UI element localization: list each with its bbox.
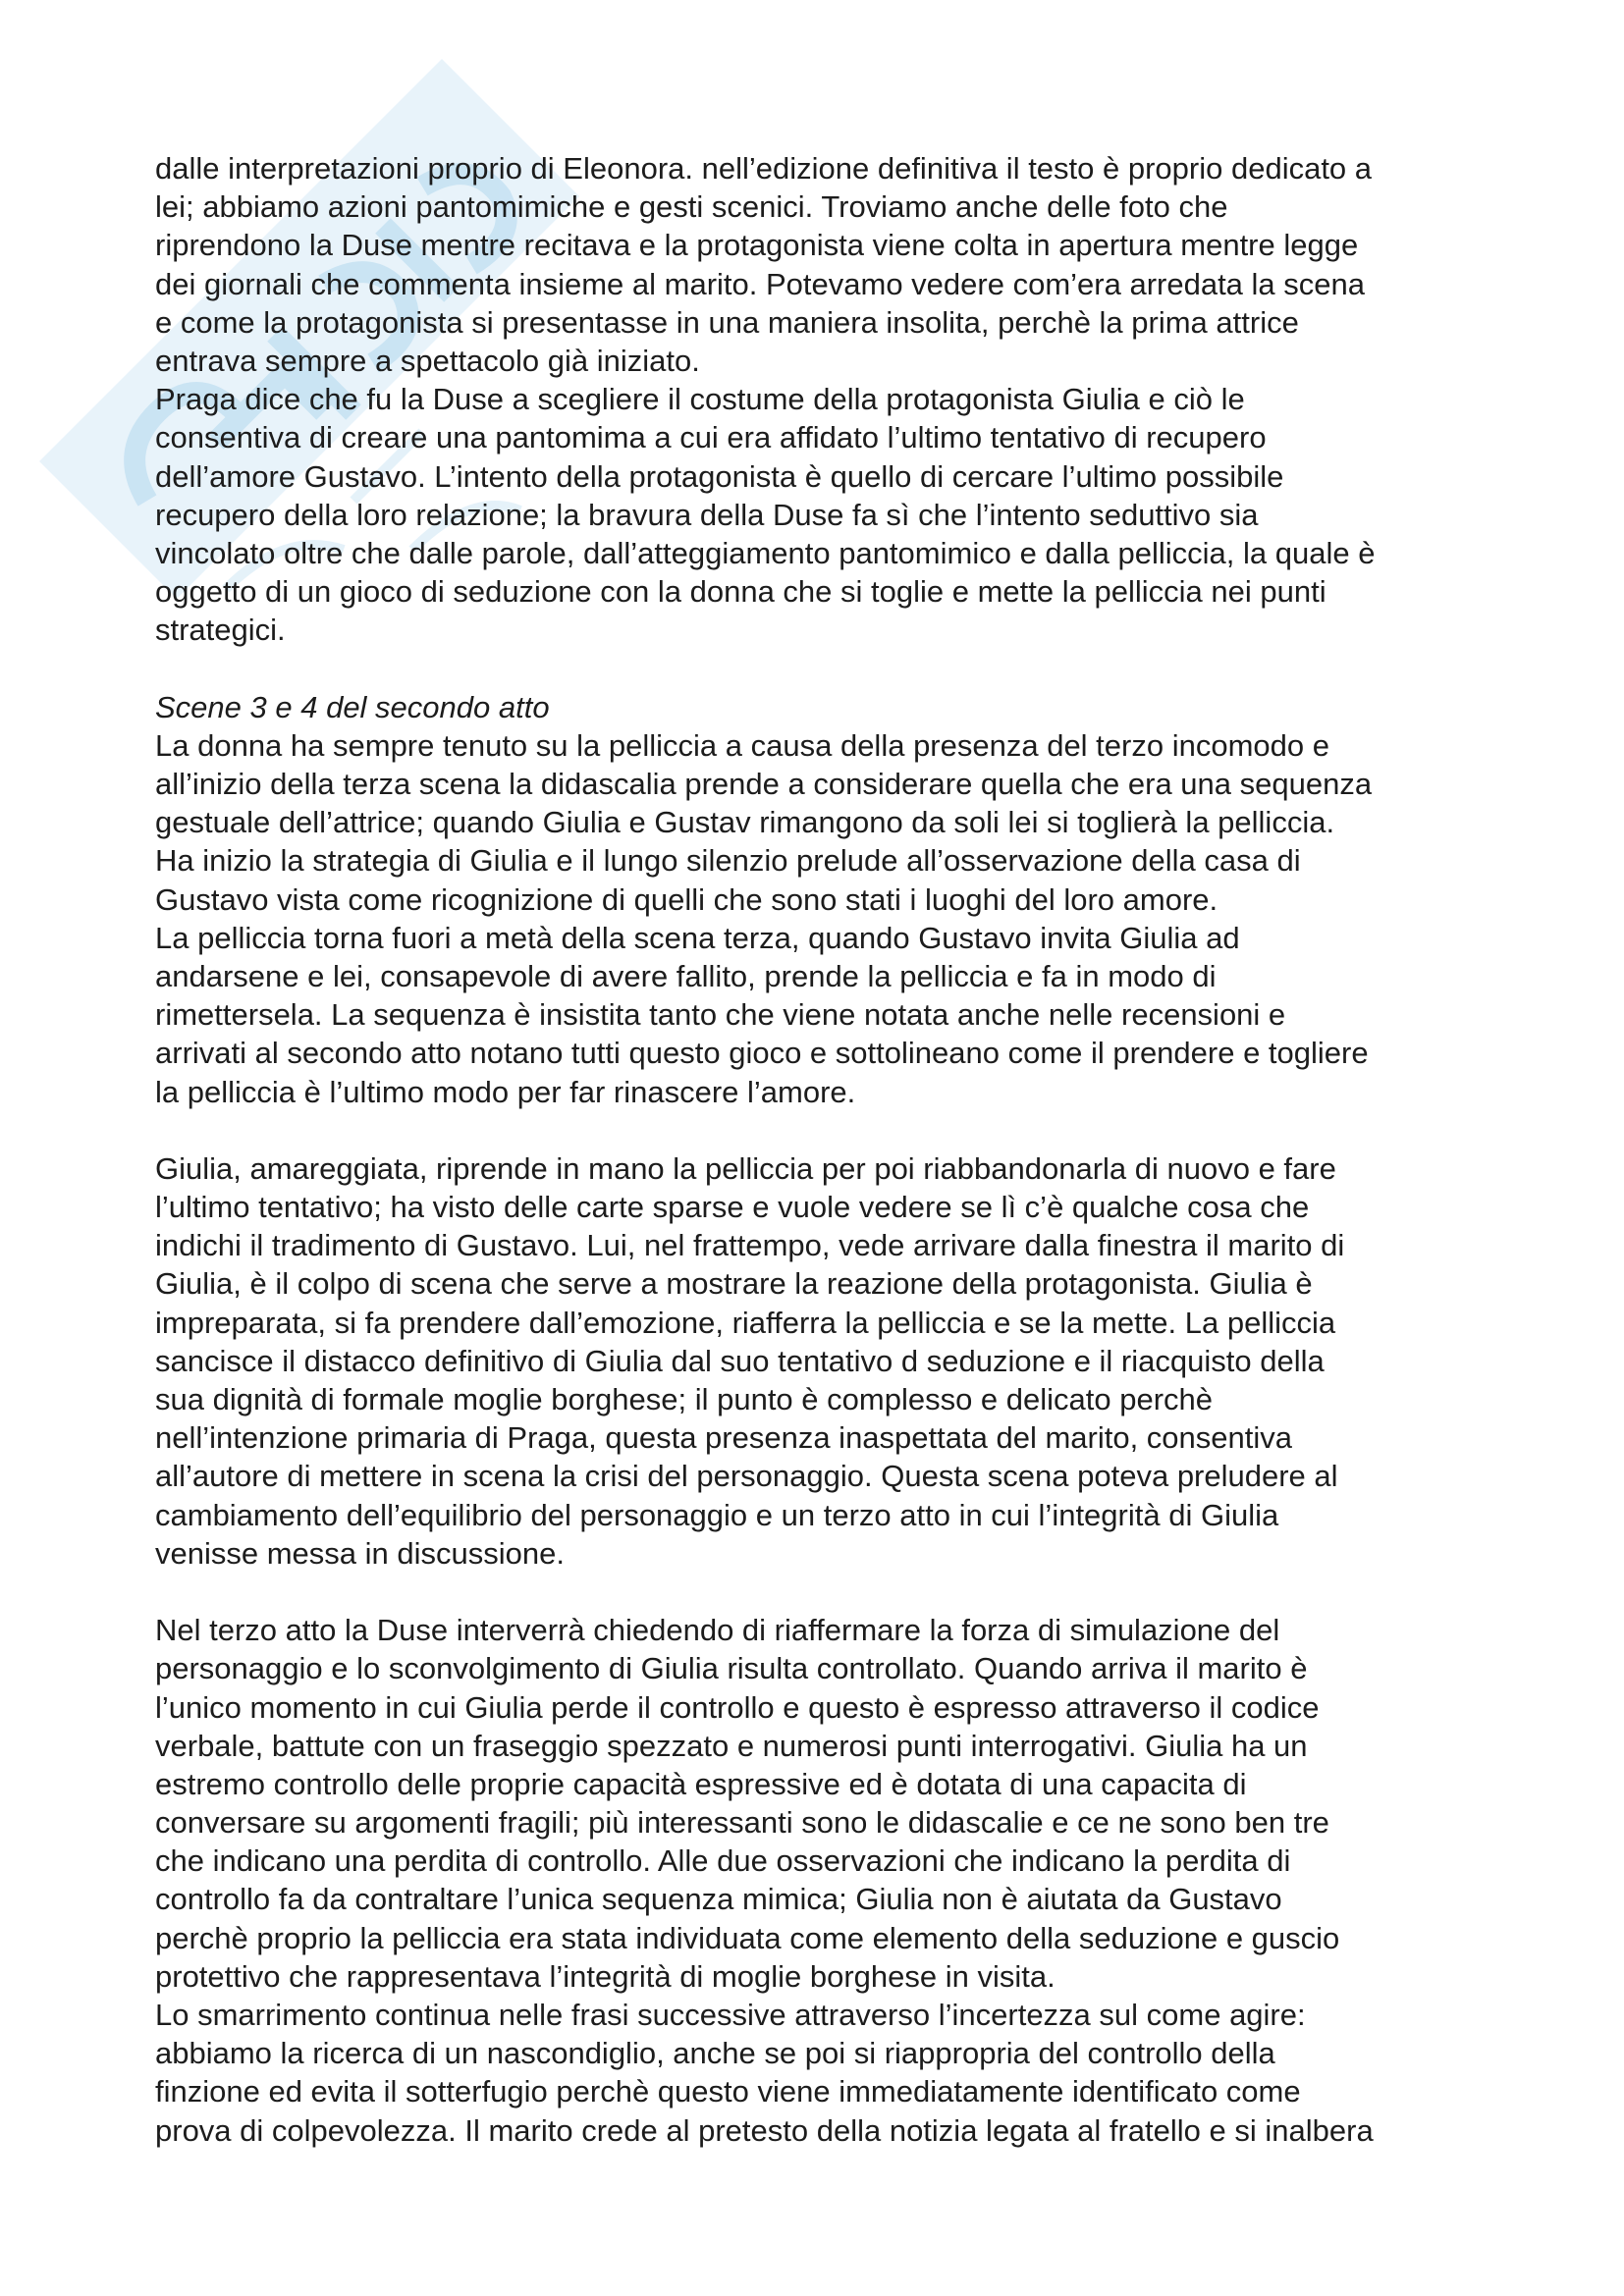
text-line: entrava sempre a spettacolo già iniziato. xyxy=(155,343,700,378)
text-line: estremo controllo delle proprie capacità espressive ed è dotata di una capacita di xyxy=(155,1766,1247,1801)
text-line: sua dignità di formale moglie borghese; il punto è complesso e delicato perchè xyxy=(155,1382,1214,1416)
text-line: verbale, battute con un fraseggio spezzato e numerosi punti interrogativi. Giulia ha un xyxy=(155,1728,1308,1763)
text-line: gestuale dell’attrice; quando Giulia e Gustav rimangono da soli lei si toglierà la pelliccia. xyxy=(155,805,1335,840)
text-line: abbiamo la ricerca di un nascondiglio, anche se poi si riappropria del controllo della xyxy=(155,2036,1275,2071)
text-line: la pelliccia è l’ultimo modo per far rinascere l’amore. xyxy=(155,1074,856,1109)
paragraph-gap xyxy=(155,1573,1492,1611)
text-line: Nel terzo atto la Duse interverrà chiedendo di riaffermare la forza di simulazione del xyxy=(155,1613,1280,1648)
text-line: venisse messa in discussione. xyxy=(155,1535,565,1571)
text-line: La pelliccia torna fuori a metà della scena terza, quando Gustavo invita Giulia ad xyxy=(155,920,1240,955)
body-text xyxy=(155,149,1492,2150)
text-line: dell’amore Gustavo. L’intento della protagonista è quello di cercare l’ultimo possibile xyxy=(155,458,1284,494)
text-line: Praga dice che fu la Duse a scegliere il costume della protagonista Giulia e ciò le xyxy=(155,382,1245,417)
text-line: personaggio e lo sconvolgimento di Giulia risulta controllato. Quando arriva il marito è xyxy=(155,1651,1308,1686)
text-line: che indicano una perdita di controllo. Alle due osservazioni che indicano la perdita di xyxy=(155,1843,1291,1879)
text-line: dalle interpretazioni proprio di Eleonora. nell’edizione definitiva il testo è proprio dedicato a xyxy=(155,151,1373,186)
text-line: La donna ha sempre tenuto su la pelliccia a causa della presenza del terzo incomodo e xyxy=(155,727,1329,763)
text-line: cambiamento dell’equilibrio del personaggio e un terzo atto in cui l’integrità di Giulia xyxy=(155,1497,1279,1532)
text-line: all’autore di mettere in scena la crisi del personaggio. Questa scena poteva preludere al xyxy=(155,1459,1338,1494)
text-line: perchè proprio la pelliccia era stata individuata come elemento della seduzione e guscio xyxy=(155,1920,1340,1955)
text-line: vincolato oltre che dalle parole, dall’atteggiamento pantomimico e dalla pelliccia, la quale è xyxy=(155,535,1376,570)
text-line: arrivati al secondo atto notano tutti questo gioco e sottolineano come il prendere e togliere xyxy=(155,1036,1369,1071)
text-line: all’inizio della terza scena la didascalia prende a considerare quella che era una sequenza xyxy=(155,767,1373,801)
text-line: rimettersela. La sequenza è insistita tanto che viene notata anche nelle recensioni e xyxy=(155,997,1286,1033)
text-line: protettivo che rappresentava l’integrità di moglie borghese in visita. xyxy=(155,1958,1056,1994)
text-line: lei; abbiamo azioni pantomimiche e gesti scenici. Troviamo anche delle foto che xyxy=(155,189,1228,225)
text-line: recupero della loro relazione; la bravura della Duse fa sì che l’intento seduttivo sia xyxy=(155,497,1259,532)
text-line: Giulia, amareggiata, riprende in mano la pelliccia per poi riabbandonarla di nuovo e fare xyxy=(155,1150,1336,1186)
text-line: riprendono la Duse mentre recitava e la protagonista viene colta in apertura mentre legge xyxy=(155,228,1359,263)
text-line: l’unico momento in cui Giulia perde il controllo e questo è espresso attraverso il codice xyxy=(155,1689,1320,1725)
text-line: nell’intenzione primaria di Praga, questa presenza inaspettata del marito, consentiva xyxy=(155,1420,1293,1456)
text-line: finzione ed evita il sotterfugio perchè questo viene immediatamente identificato come xyxy=(155,2074,1301,2109)
text-line: controllo fa da contraltare l’unica sequenza mimica; Giulia non è aiutata da Gustavo xyxy=(155,1882,1282,1917)
text-line: prova di colpevolezza. Il marito crede al pretesto della notizia legata al fratello e si inalbera xyxy=(155,2112,1374,2148)
text-line: strategici. xyxy=(155,613,286,648)
text-line: Lo smarrimento continua nelle frasi successive attraverso l’incertezza sul come agire: xyxy=(155,1998,1306,2032)
paragraph-gap xyxy=(155,1111,1492,1149)
text-line: sancisce il distacco definitivo di Giulia dal suo tentativo d seduzione e il riacquisto della xyxy=(155,1343,1325,1378)
text-line: conversare su argomenti fragili; più interessanti sono le didascalie e ce ne sono ben tre xyxy=(155,1805,1329,1841)
text-line: impreparata, si fa prendere dall’emozione, riafferra la pelliccia e se la mette. La pelliccia xyxy=(155,1305,1336,1340)
text-line: Gustavo vista come ricognizione di quelli che sono stati i luoghi del loro amore. xyxy=(155,881,1218,917)
text-line: Ha inizio la strategia di Giulia e il lungo silenzio prelude all’osservazione della casa di xyxy=(155,843,1301,879)
text-line: andarsene e lei, consapevole di avere fallito, prende la pelliccia e fa in modo di xyxy=(155,958,1217,993)
text-line: Giulia, è il colpo di scena che serve a mostrare la reazione della protagonista. Giulia è xyxy=(155,1266,1313,1302)
text-line: consentiva di creare una pantomima a cui era affidato l’ultimo tentativo di recupero xyxy=(155,420,1267,455)
text-line: indichi il tradimento di Gustavo. Lui, nel frattempo, vede arrivare dalla finestra il marito di xyxy=(155,1228,1345,1263)
text-line: oggetto di un gioco di seduzione con la donna che si toglie e mette la pelliccia nei punti xyxy=(155,574,1326,610)
text-line: l’ultimo tentativo; ha visto delle carte sparse e vuole vedere se lì c’è qualche cosa che xyxy=(155,1190,1310,1225)
text-line: dei giornali che commenta insieme al marito. Potevamo vedere com’era arredata la scena xyxy=(155,266,1365,301)
paragraph-gap xyxy=(155,649,1492,687)
section-heading: Scene 3 e 4 del secondo atto xyxy=(155,689,550,724)
text-line: e come la protagonista si presentasse in una maniera insolita, perchè la prima attrice xyxy=(155,304,1299,340)
